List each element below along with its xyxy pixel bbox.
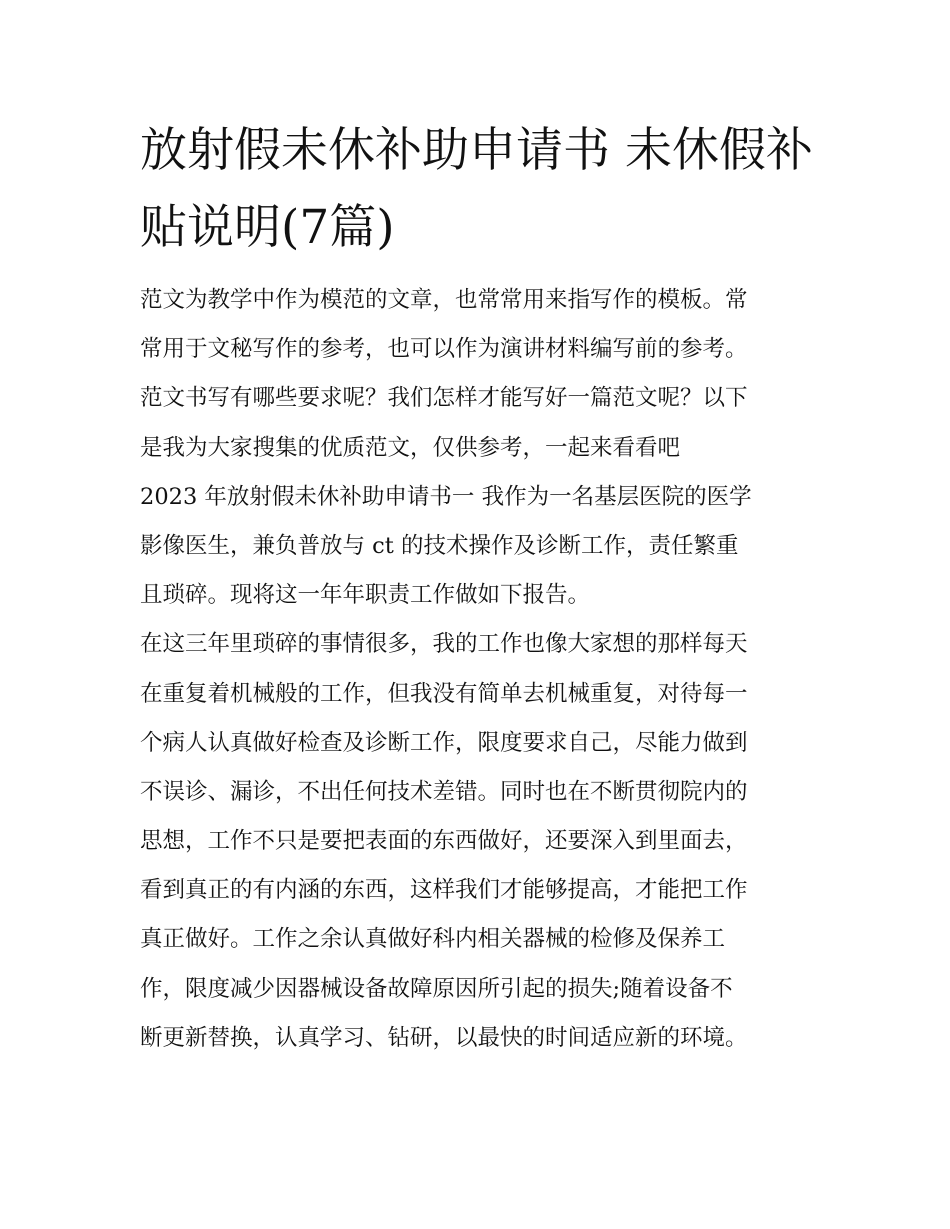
body-line: 思想，工作不只是要把表面的东西做好，还要深入到里面去，: [140, 828, 748, 855]
body-line: 真正做好。工作之余认真做好科内相关器械的检修及保养工: [140, 926, 726, 953]
body-line: 作，限度减少因器械设备故障原因所引起的损失;随着设备不: [140, 975, 733, 1002]
body-line: 在重复着机械般的工作，但我没有简单去机械重复，对待每一: [140, 680, 748, 707]
document-body: [140, 276, 820, 1063]
body-line: 在这三年里琐碎的事情很多，我的工作也像大家想的那样每天: [140, 631, 748, 658]
body-line: 断更新替换，认真学习、钻研，以最快的时间适应新的环境。: [140, 1024, 748, 1051]
body-line: 是我为大家搜集的优质范文，仅供参考，一起来看看吧: [140, 434, 681, 461]
body-line: 看到真正的有内涵的东西，这样我们才能够提高，才能把工作: [140, 877, 748, 904]
body-line: 不误诊、漏诊，不出任何技术差错。同时也在不断贯彻院内的: [140, 778, 748, 805]
body-line: 个病人认真做好检查及诊断工作，限度要求自己，尽能力做到: [140, 729, 748, 756]
body-line: 2023 年放射假未休补助申请书一 我作为一名基层医院的医学: [140, 483, 752, 510]
body-line: 且琐碎。现将这一年年职责工作做如下报告。: [140, 582, 591, 609]
document-title: 放射假未休补助申请书 未休假补贴说明(7篇): [140, 123, 813, 255]
body-line: 常用于文秘写作的参考，也可以作为演讲材料编写前的参考。: [140, 336, 748, 363]
body-line: 范文为教学中作为模范的文章，也常常用来指写作的模板。常: [140, 287, 748, 313]
body-line: 范文书写有哪些要求呢？我们怎样才能写好一篇范文呢？以下: [140, 385, 748, 412]
body-line: 影像医生，兼负普放与 ct 的技术操作及诊断工作，责任繁重: [140, 532, 739, 559]
